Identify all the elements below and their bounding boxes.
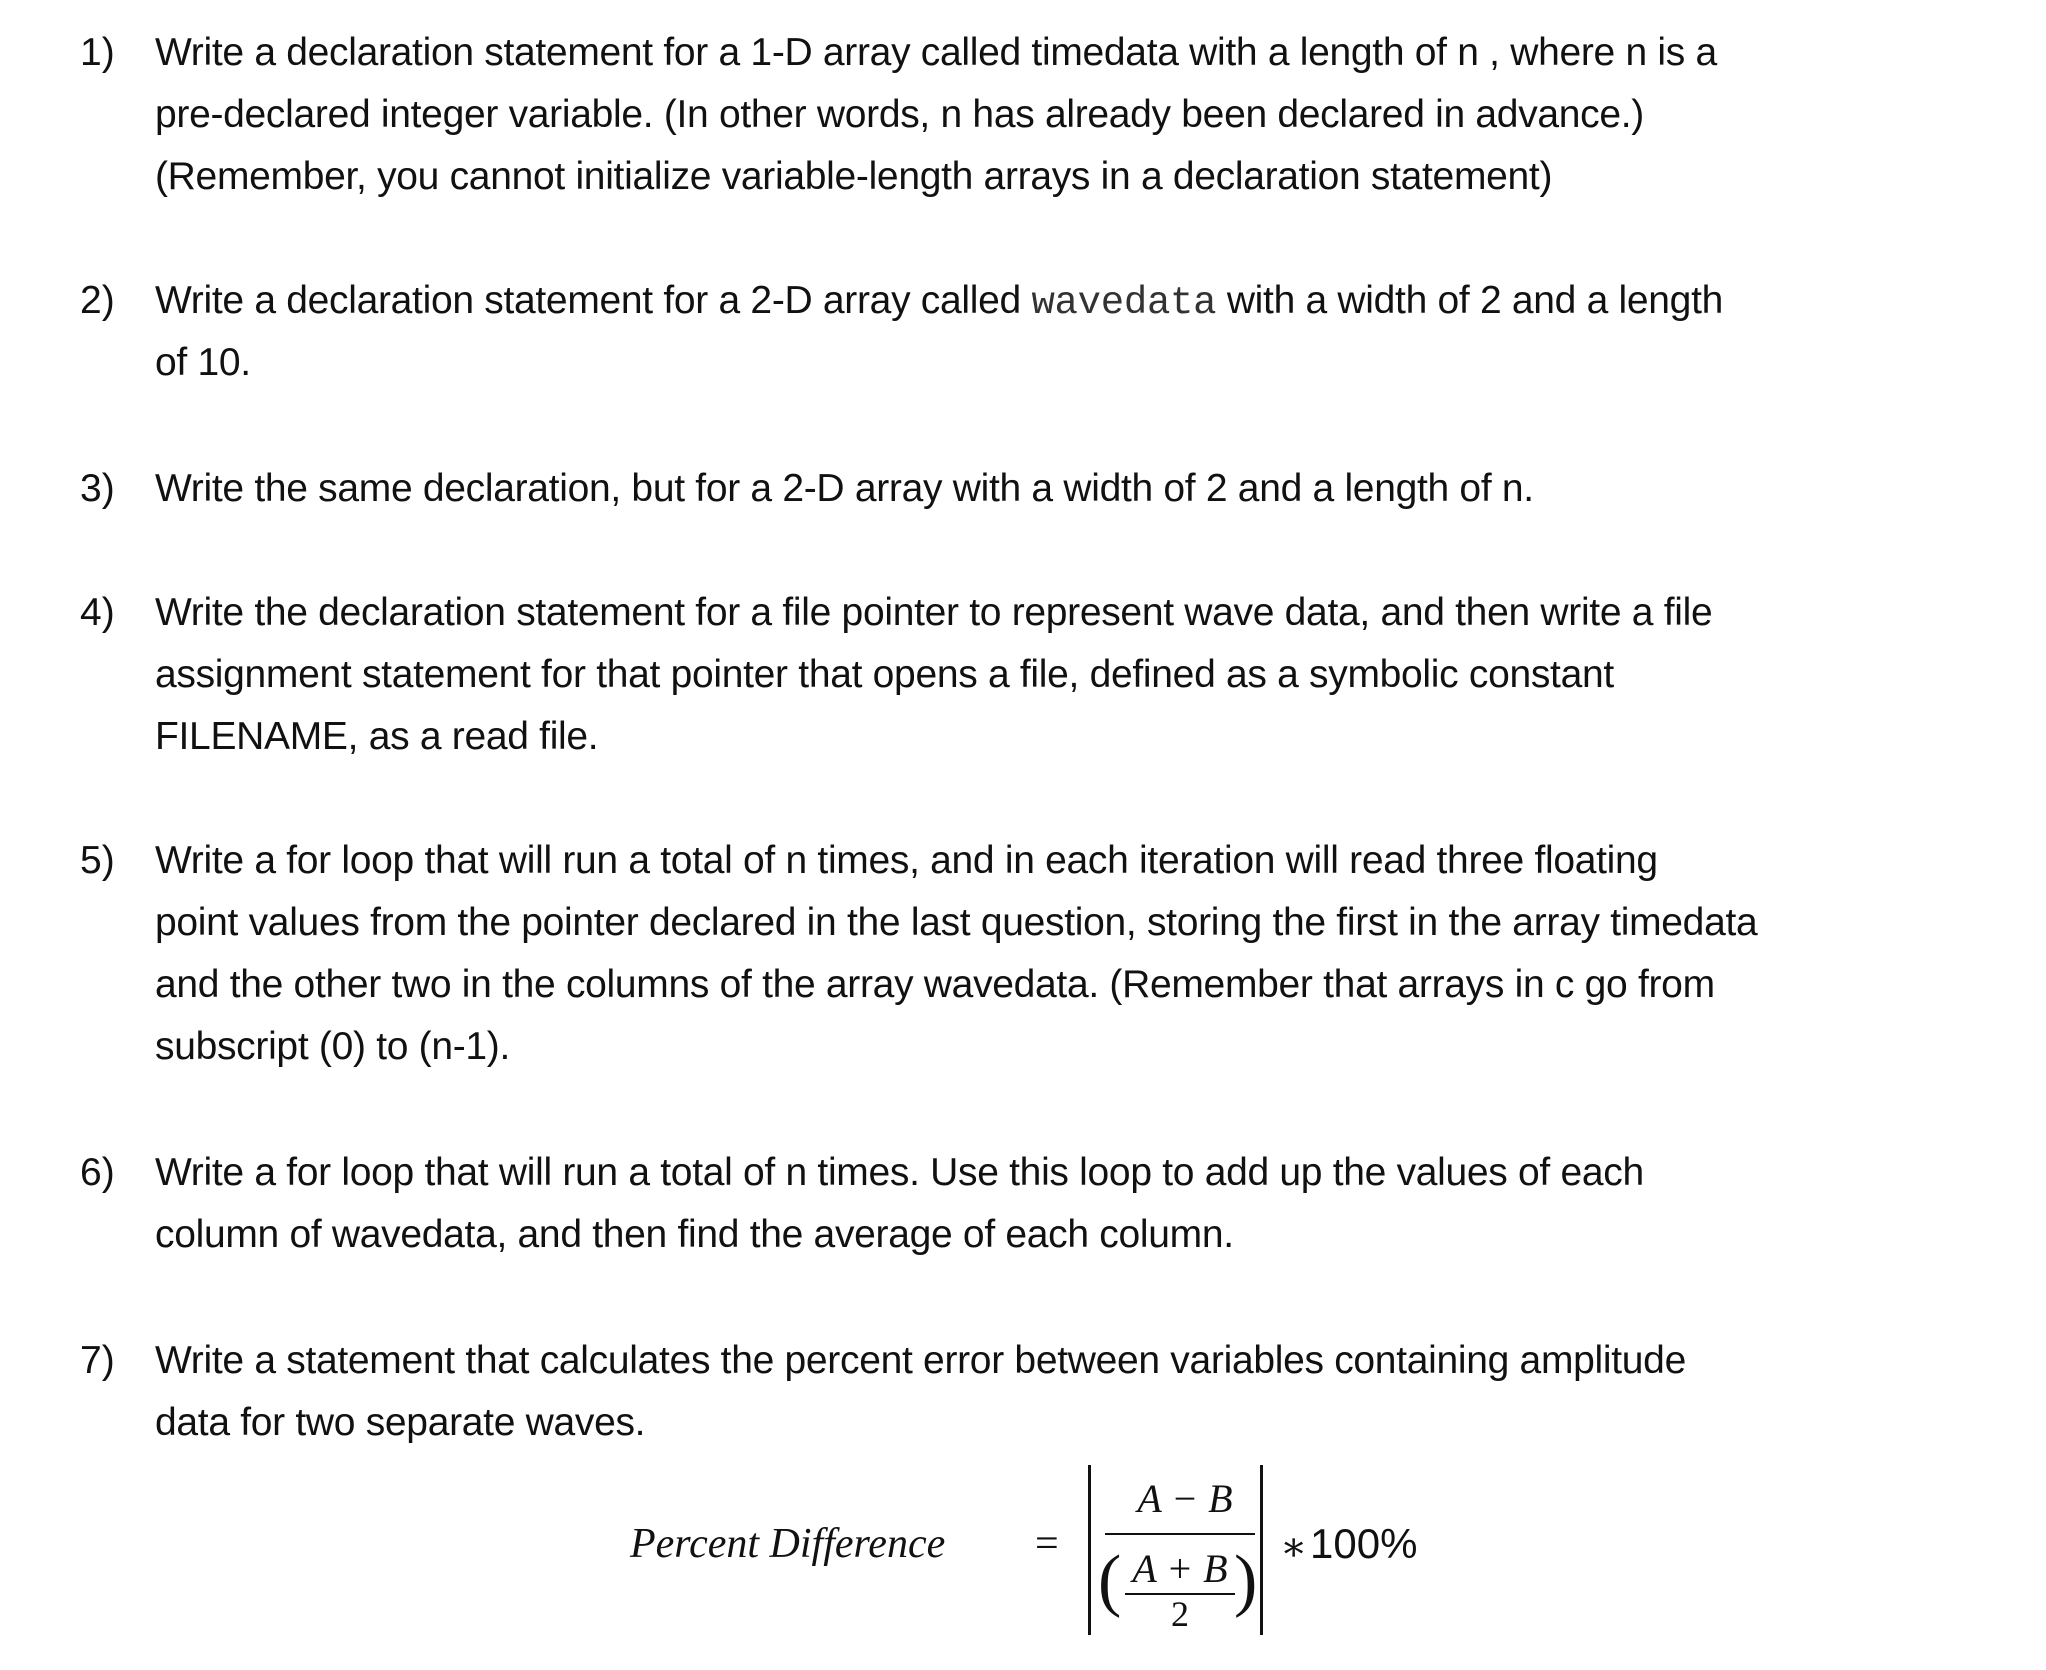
formula-equals: = bbox=[1035, 1521, 1059, 1567]
question-text-line: subscript (0) to (n-1). bbox=[155, 1025, 511, 1068]
question-text-line: Write a for loop that will run a total of n times, and in each iteration will read three floating bbox=[155, 839, 1658, 882]
question-text-line: Write a declaration statement for a 1-D array called timedata with a length of n , where n is a bbox=[155, 31, 1717, 74]
question-number: 3) bbox=[80, 467, 115, 510]
formula-denominator-top: A + B bbox=[1132, 1546, 1228, 1591]
question-text-line: pre-declared integer variable. (In other words, n has already been declared in advance.) bbox=[155, 93, 1644, 136]
question-number: 7) bbox=[80, 1339, 115, 1382]
question-text-line: data for two separate waves. bbox=[155, 1401, 646, 1444]
question-text-line: point values from the pointer declared in the last question, storing the first in the array timedata bbox=[155, 901, 1758, 944]
question-number: 2) bbox=[80, 279, 115, 322]
formula-numerator: A − B bbox=[1137, 1476, 1233, 1521]
close-paren: ) bbox=[1234, 1542, 1258, 1619]
absolute-value-bar-left bbox=[1088, 1465, 1091, 1635]
code-identifier: wavedata bbox=[1031, 281, 1217, 325]
question-number: 6) bbox=[80, 1151, 115, 1194]
question-text-line: FILENAME, as a read file. bbox=[155, 715, 599, 758]
absolute-value-bar-right bbox=[1260, 1465, 1263, 1635]
question-text-line: Write the declaration statement for a file pointer to represent wave data, and then write a file bbox=[155, 591, 1713, 634]
percent-value: 100% bbox=[1310, 1520, 1418, 1567]
question-text-line: of 10. bbox=[155, 341, 251, 384]
question-number: 5) bbox=[80, 839, 115, 882]
question-text-line: column of wavedata, and then find the average of each column. bbox=[155, 1213, 1234, 1256]
question-text-line bbox=[155, 270, 1723, 334]
question-number: 4) bbox=[80, 591, 115, 634]
fraction-line bbox=[1105, 1533, 1255, 1535]
question-text-line: assignment statement for that pointer that opens a file, defined as a symbolic constant bbox=[155, 653, 1614, 696]
question-text-line: (Remember, you cannot initialize variable-length arrays in a declaration statement) bbox=[155, 155, 1553, 198]
question-text-line: Write a for loop that will run a total of n times. Use this loop to add up the values of each bbox=[155, 1151, 1644, 1194]
question-text: Write a declaration statement for a 2-D array called bbox=[155, 279, 1032, 322]
formula-denominator-bottom: 2 bbox=[1171, 1594, 1189, 1634]
percent-difference-formula bbox=[630, 1465, 1450, 1640]
question-number: 1) bbox=[80, 31, 115, 74]
question-text-line: Write the same declaration, but for a 2-D array with a width of 2 and a length of n. bbox=[155, 467, 1534, 510]
formula-label: Percent Difference bbox=[630, 1521, 946, 1567]
question-text-line: and the other two in the columns of the array wavedata. (Remember that arrays in c go from bbox=[155, 963, 1715, 1006]
open-paren: ( bbox=[1098, 1542, 1122, 1619]
question-text-line: Write a statement that calculates the percent error between variables containing amplitude bbox=[155, 1339, 1686, 1382]
question-text: with a width of 2 and a length bbox=[1216, 279, 1723, 322]
multiply-sign: ∗ bbox=[1280, 1524, 1308, 1569]
